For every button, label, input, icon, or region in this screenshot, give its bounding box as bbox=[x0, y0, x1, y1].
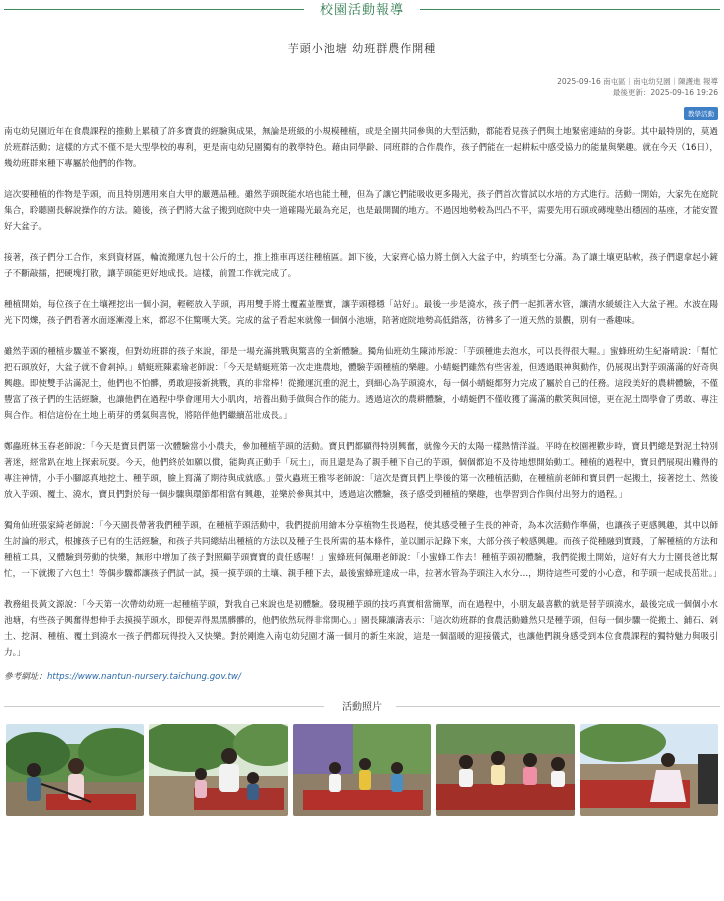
photos-title: 活動照片 bbox=[342, 702, 382, 713]
reference-link[interactable]: https://www.nantun-nursery.taichung.gov.tw/ bbox=[46, 672, 241, 682]
activity-photo[interactable] bbox=[6, 724, 144, 816]
photo-gallery bbox=[0, 716, 724, 816]
activity-photo[interactable] bbox=[293, 724, 431, 816]
category-badge[interactable]: 教學活動 bbox=[684, 107, 718, 120]
meta-byline: 2025-09-16 南屯區｜南屯幼兒園｜陳護進 報導 bbox=[557, 77, 718, 86]
reference-line bbox=[0, 670, 724, 682]
header-divider-right bbox=[420, 9, 720, 10]
section-header bbox=[0, 0, 724, 22]
paragraph: 獨角仙班張家綺老師說：「今天園長帶著我們種芋頭，在種植芋頭活動中，我們提前用繪本分享植物生長過程，使其感受種子生長的神奇，為本次活動作準備，也讓孩子更感興趣，其中以師生討論的形式，根據孩子已有的生活經驗，和孩子共同總結出種植的方法以及種子生長所需的基本條件，並以圖示記錄下來，大部分孩子較感興趣。而孩子從種融到實踐，了解種植的方法和種植工具，又體驗到勞動的快樂，無形中增加了孩子對照顧芋頭寶寶的責任感喔！」蜜蜂班何佩珊老師說：「小蜜蜂工作去！種植芋頭初體驗，我們從搬土開始，這好有大力士園長爸比幫忙，一下就搬了六包土！等偶步驟都讓孩子們試一試，摸一摸芋頭的土壤、親手種下去，最後蜜蜂班達成一串，拉著水管為芋頭注入水分…，期待這些可愛的小心意，和芋頭一起成長茁壯。」 bbox=[4, 521, 722, 579]
article-meta bbox=[0, 76, 724, 98]
section-title: 校園活動報導 bbox=[319, 3, 404, 18]
activity-photo[interactable] bbox=[580, 724, 718, 816]
paragraph: 雖然芋頭的種植步驟並不繁複，但對幼班群的孩子來說，卻是一場充滿挑戰與驚喜的全新體驗。獨角仙班幼生陳沛彤說：「芋頭種進去泡水，可以長得很大喔。」蜜蜂班幼生紀崙晴說：「幫忙把石頭放好，大盆子就不會剎掉。」蜻蜓班陳素瑜老師說：「今天是蜻蜓班第一次走進農地，體驗芋頭種植的樂趣。小蜻蜓們雖然有些害羞，但透過眼神與動作，仍展現出對芋頭滿滿的好奇與興趣。即使雙手沾滿泥土，他們也不怕髒，勇敢迎接新挑戰，真的非常棒！從搬運沉重的泥土，到細心為芋頭澆水，每一個小蜻蜓都努力完成了屬於自己的任務。這段美好的農耕體驗，不僅豐富了孩子們的生活經驗，也讓他們在過程中學會運用大小肌肉，培養出動手做與合作的能力。透過這次的農耕體驗，小蜻蜓們不僅收獲了滿滿的歡笑與回憶，更在泥土間學會了勇敢、專注與合作。相信這份在土地上萌芽的勇氣與喜悅，將陪伴他們繼續茁壯成長。」 bbox=[4, 347, 718, 421]
activity-photo[interactable] bbox=[149, 724, 287, 816]
paragraph: 種植開始，每位孩子在土壤裡挖出一個小洞，輕輕放入芋頭，再用雙手將土覆蓋並壓實，讓芋頭穩穩「站好」。最後一步是澆水，孩子們一起抓著水管，讓清水緩緩注入大盆子裡。水波在陽光下閃爍，孩子們看著水面逐漸漫上來，都忍不住驚嘆大笑。完成的盆子看起來就像一個個小池塘，陪著庭院地勢高低錯落，彷彿多了一道天然的景觀，別有一番趣味。 bbox=[4, 300, 718, 326]
meta-updated: 最後更新：2025-09-16 19:26 bbox=[612, 88, 718, 97]
paragraph: 接著，孩子們分工合作，來到資材區，輪流搬運九包十公斤的土，推上推車再送往種植區。卸下後，大家齊心協力將土倒入大盆子中，約填至七分滿。為了讓土壤更貼軟，孩子們還拿起小鏟子不斷敲擂，把硬塊打散，讓芋頭能更好地成長。這樣，前置工作就完成了。 bbox=[4, 253, 718, 279]
paragraph: 鄭蟲班林玉春老師說：「今天是寶貝們第一次體驗當小小農夫，參加種植芋頭的活動。寶貝們都顯得特別興奮，就像今天的太陽一樣熱情洋溢。平時在校園裡歡步時，寶貝們總是對泥土特別著迷，經常趴在地上探索玩耍。今天，他們終於如願以償，能夠真正動手「玩土」，而且還是為了親手種下自己的芋頭，個個都迫不及待地想開始動工。種植的過程中，寶貝們展現出難得的專注神情，小手小腳認真地挖土、種芋頭，臉上寫滿了期待與成就感。」螢火蟲班王雅岑老師說：「這次是寶貝們上學後的第一次種植活動，在種植前老師和寶貝們一起搬土，接著挖土、然後放入芋頭、覆土、澆水，寶貝們對於每一個步驟與環節都相當有興趣，並樂於參與其中，透過這次體驗，孩子感受到種植的樂趣，也學習到合作與付出努力的過程。」 bbox=[4, 442, 718, 500]
paragraph: 南屯幼兒園近年在食農課程的推動上累積了許多寶貴的經驗與成果，無論是班級的小規模種植，或是全園共同參與的大型活動，都能看見孩子們與土地緊密連結的身影。其中最特別的，莫過於班群活動；這樣的方式不僅不是大型學校的專利，更是南屯幼兒園獨有的教學特色。藉由同學齡、同班群的合作農作，孩子們能在一起耕耘中感受協力的能量與樂趣。就在今天（16日），幾幼班群來種下專屬於他們的作物。 bbox=[4, 127, 718, 169]
paragraph: 這次要種植的作物是芋頭，而且特別選用來自大甲的嚴選品種。雖然芋頭既能水培也能土種，但為了讓它們能吸收更多陽光，孩子們首次嘗試以水培的方式進行。活動一開始，大家先在庭院集合，聆聽園長解說操作的方法。隨後，孩子們將大盆子搬到庭院中央一道確陽光最為充足，也是最開闊的地方。不過因地勢較為凹凸不平，需要先用石頭或磚塊墊出穩固的基座，才能安置好大盆子。 bbox=[4, 190, 718, 232]
photos-divider-right bbox=[396, 706, 720, 707]
article-title: 芋頭小池塘 幼班群農作開種 bbox=[287, 42, 437, 55]
paragraph: 教務組長黃文源說：「今天第一次帶幼幼班一起種植芋頭，對我自己來說也是初體驗。發現種芋頭的技巧真實相當簡單，而在過程中，小朋友最喜歡的就是替芋頭澆水，最後完成一個個小水池塘，有些孩子興奮得想伸手去摸摸芋頭水，即便弄得黑黑髒髒的，他們依然玩得非常開心。」園長陳讓濤表示：「這次幼班群的食農活動雖然只是種芋頭，但每一個步驟一從搬土、鋪石、剁土、挖洞、種植、覆土到澆水一孩子們都玩得投入又快樂。對於剛進入南屯幼兒園才滿一個月的新生來說，這是一個溫暖的迎接儀式，也讓他們親身感受到本位食農課程的獨特魅力與吸引力。」 bbox=[4, 600, 718, 658]
reference-label: 參考網址： bbox=[4, 672, 47, 682]
photos-header bbox=[0, 698, 724, 716]
article-body bbox=[0, 120, 724, 661]
activity-photo[interactable] bbox=[436, 724, 574, 816]
